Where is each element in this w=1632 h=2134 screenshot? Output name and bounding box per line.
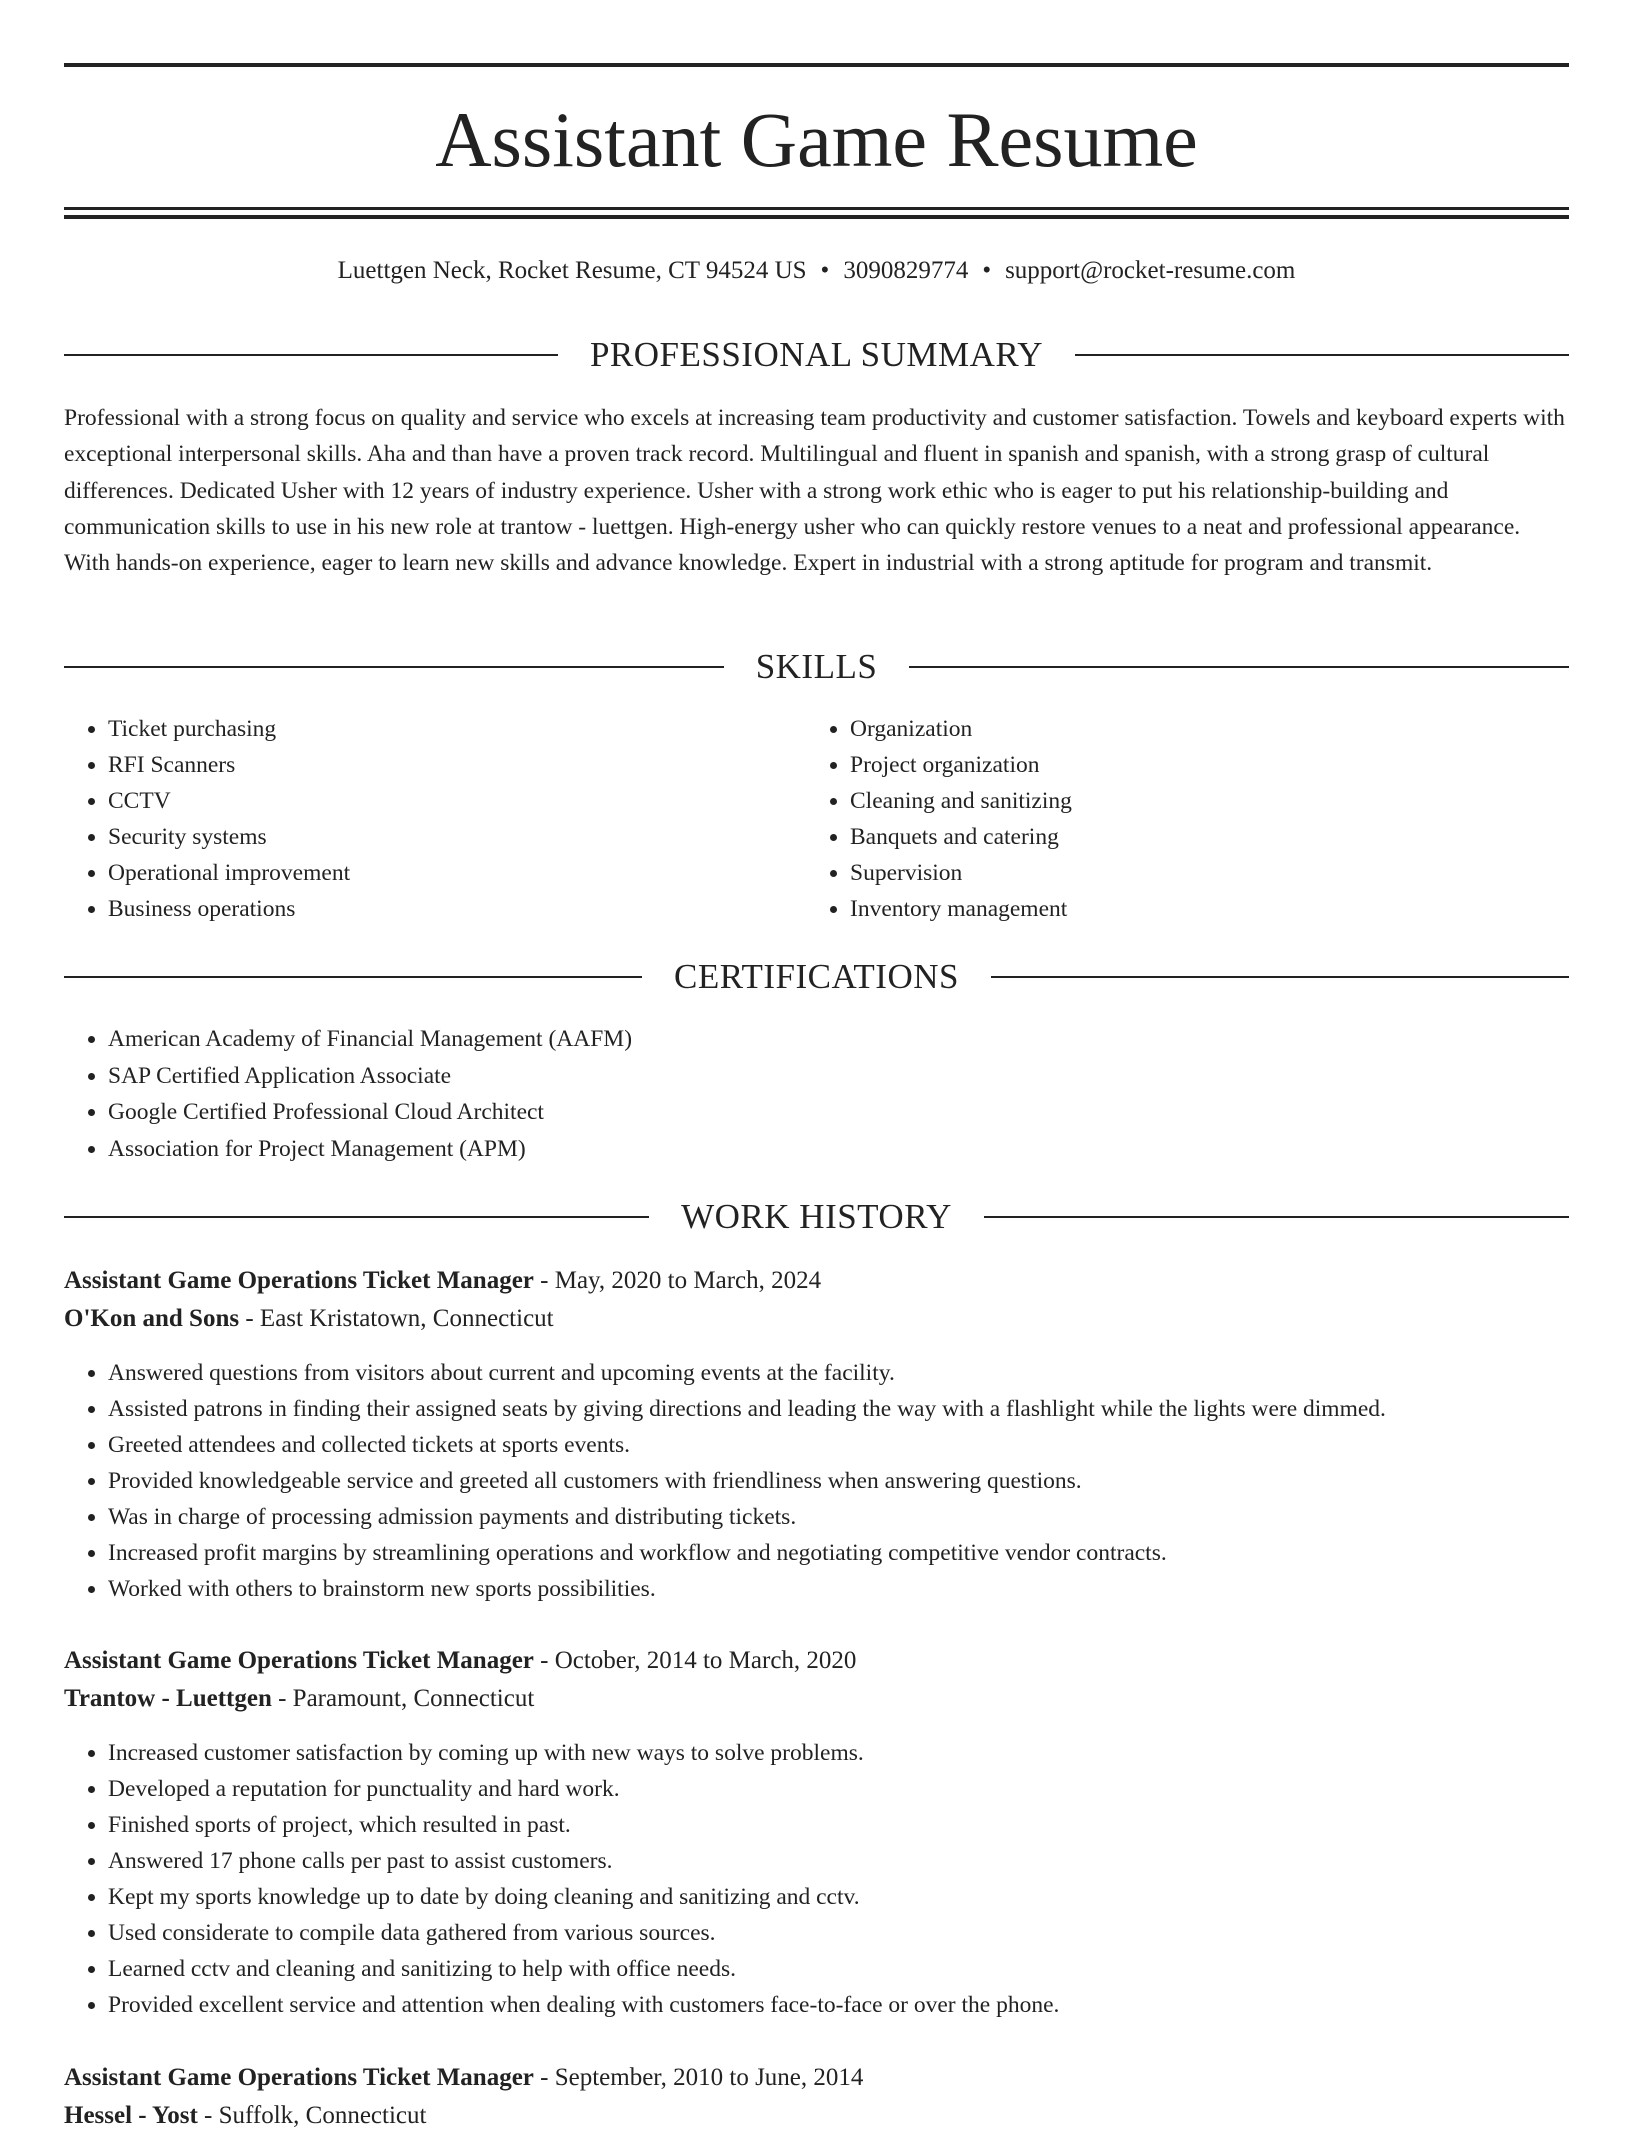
duty-item: • Was in charge of processing admission payments and distributing tickets. bbox=[108, 1499, 1569, 1535]
skill-item: • Operational improvement bbox=[108, 855, 764, 891]
contact-address: Luettgen Neck, Rocket Resume, CT 94524 US bbox=[337, 257, 807, 284]
contact-separator: • bbox=[982, 257, 992, 284]
job-title-line bbox=[64, 2060, 1569, 2096]
contact-phone: 3090829774 bbox=[843, 257, 969, 284]
skill-item: • Inventory management bbox=[850, 891, 1506, 927]
job-title-line bbox=[64, 1263, 1569, 1299]
heading-rule-right bbox=[1075, 354, 1569, 356]
duty-item: • Developed a reputation for punctuality and hard work. bbox=[108, 1771, 1569, 1807]
section-title: CERTIFICATIONS bbox=[674, 957, 959, 996]
certification-item: • American Academy of Financial Management (AAFM) bbox=[108, 1021, 1569, 1058]
skill-item: • Organization bbox=[850, 711, 1506, 747]
job-dates: - May, 2020 to March, 2024 bbox=[533, 1267, 822, 1294]
skill-item: • CCTV bbox=[108, 783, 764, 819]
certifications-list bbox=[64, 1021, 1569, 1167]
duty-item: • Provided knowledgeable service and greeted all customers with friendliness when answering questions. bbox=[108, 1463, 1569, 1499]
section-heading-skills bbox=[64, 647, 1569, 687]
section-heading-summary bbox=[64, 335, 1569, 375]
job-location: - Suffolk, Connecticut bbox=[197, 2102, 427, 2129]
top-rule bbox=[64, 63, 1569, 67]
heading-rule-right bbox=[984, 1216, 1569, 1218]
heading-rule-right bbox=[991, 976, 1569, 978]
job-duties bbox=[64, 1355, 1569, 1607]
section-title: PROFESSIONAL SUMMARY bbox=[589, 335, 1044, 374]
duty-item: • Increased customer satisfaction by coming up with new ways to solve problems. bbox=[108, 1735, 1569, 1771]
job-company-line bbox=[64, 1681, 1569, 1717]
skills-column-left bbox=[64, 711, 764, 927]
job-location: - East Kristatown, Connecticut bbox=[239, 1305, 554, 1332]
heading-rule-left bbox=[64, 354, 558, 356]
duty-item: • Worked with others to brainstorm new sports possibilities. bbox=[108, 1571, 1569, 1607]
duty-item: • Increased profit margins by streamlining operations and workflow and negotiating competitive vendor contracts. bbox=[108, 1535, 1569, 1571]
skill-item: • Cleaning and sanitizing bbox=[850, 783, 1506, 819]
section-heading-certifications bbox=[64, 957, 1569, 997]
job-company: O'Kon and Sons bbox=[64, 1305, 240, 1332]
resume-title: Assistant Game Resume bbox=[435, 96, 1198, 183]
duty-item: • Finished sports of project, which resulted in past. bbox=[108, 1807, 1569, 1843]
skill-item: • Supervision bbox=[850, 855, 1506, 891]
duty-item: • Used considerate to compile data gathered from various sources. bbox=[108, 1915, 1569, 1951]
contact-email[interactable]: support@rocket-resume.com bbox=[1005, 257, 1296, 284]
job-dates: - October, 2014 to March, 2020 bbox=[533, 1647, 857, 1674]
certification-item: • Google Certified Professional Cloud Architect bbox=[108, 1094, 1569, 1131]
job-title: Assistant Game Operations Ticket Manager bbox=[64, 1647, 534, 1674]
job-company-line bbox=[64, 1301, 1569, 1337]
job-duties bbox=[64, 1735, 1569, 2023]
job-location: - Paramount, Connecticut bbox=[271, 1685, 535, 1712]
certification-item: • Association for Project Management (APM) bbox=[108, 1131, 1569, 1168]
skills-column-right bbox=[806, 711, 1506, 927]
heading-rule-right bbox=[909, 666, 1569, 668]
job-company-line bbox=[64, 2098, 1569, 2134]
job-title: Assistant Game Operations Ticket Manager bbox=[64, 1267, 534, 1294]
job-title-line bbox=[64, 1643, 1569, 1679]
skill-item: • Project organization bbox=[850, 747, 1506, 783]
contact-line bbox=[64, 253, 1569, 289]
skill-item: • Banquets and catering bbox=[850, 819, 1506, 855]
duty-item: • Kept my sports knowledge up to date by doing cleaning and sanitizing and cctv. bbox=[108, 1879, 1569, 1915]
job-company: Trantow - Luettgen bbox=[64, 1685, 272, 1712]
heading-rule-left bbox=[64, 976, 642, 978]
heading-rule-left bbox=[64, 1216, 649, 1218]
title-rule-upper bbox=[64, 207, 1569, 210]
contact-separator: • bbox=[820, 257, 830, 284]
heading-rule-left bbox=[64, 666, 724, 668]
skill-item: • RFI Scanners bbox=[108, 747, 764, 783]
job-company: Hessel - Yost bbox=[64, 2102, 198, 2129]
duty-item: • Learned cctv and cleaning and sanitizing to help with office needs. bbox=[108, 1951, 1569, 1987]
duty-item: • Answered 17 phone calls per past to assist customers. bbox=[108, 1843, 1569, 1879]
summary-paragraph: Professional with a strong focus on quality and service who excels at increasing team productivity and customer satisfaction. Towels and keyboard experts with exceptional interpersonal skills. Aha and than have a proven track record. Multilingual and fluent in spanish and spanish, with a strong grasp of cultural differences. Dedicated Usher with 12 years of industry experience. Usher with a strong work ethic who is eager to put his relationship-building and communication skills to use in his new role at trantow - luettgen. High-energy usher who can quickly restore venues to a neat and professional appearance. With hands-on experience, eager to learn new skills and advance knowledge. Expert in industrial with a strong aptitude for program and transmit. bbox=[64, 405, 1565, 577]
section-title: WORK HISTORY bbox=[681, 1197, 952, 1236]
duty-item: • Assisted patrons in finding their assigned seats by giving directions and leading the way with a flashlight while the lights were dimmed. bbox=[108, 1391, 1569, 1427]
duty-item: • Answered questions from visitors about current and upcoming events at the facility. bbox=[108, 1355, 1569, 1391]
duty-item: • Greeted attendees and collected tickets at sports events. bbox=[108, 1427, 1569, 1463]
job-dates: - September, 2010 to June, 2014 bbox=[533, 2064, 864, 2091]
title-rule-lower bbox=[64, 215, 1569, 219]
skill-item: • Business operations bbox=[108, 891, 764, 927]
skill-item: • Security systems bbox=[108, 819, 764, 855]
section-heading-work-history bbox=[64, 1197, 1569, 1237]
certification-item: • SAP Certified Application Associate bbox=[108, 1058, 1569, 1095]
duty-item: • Provided excellent service and attention when dealing with customers face-to-face or over the phone. bbox=[108, 1987, 1569, 2023]
section-title: SKILLS bbox=[755, 647, 878, 686]
skill-item: • Ticket purchasing bbox=[108, 711, 764, 747]
job-title: Assistant Game Operations Ticket Manager bbox=[64, 2064, 534, 2091]
